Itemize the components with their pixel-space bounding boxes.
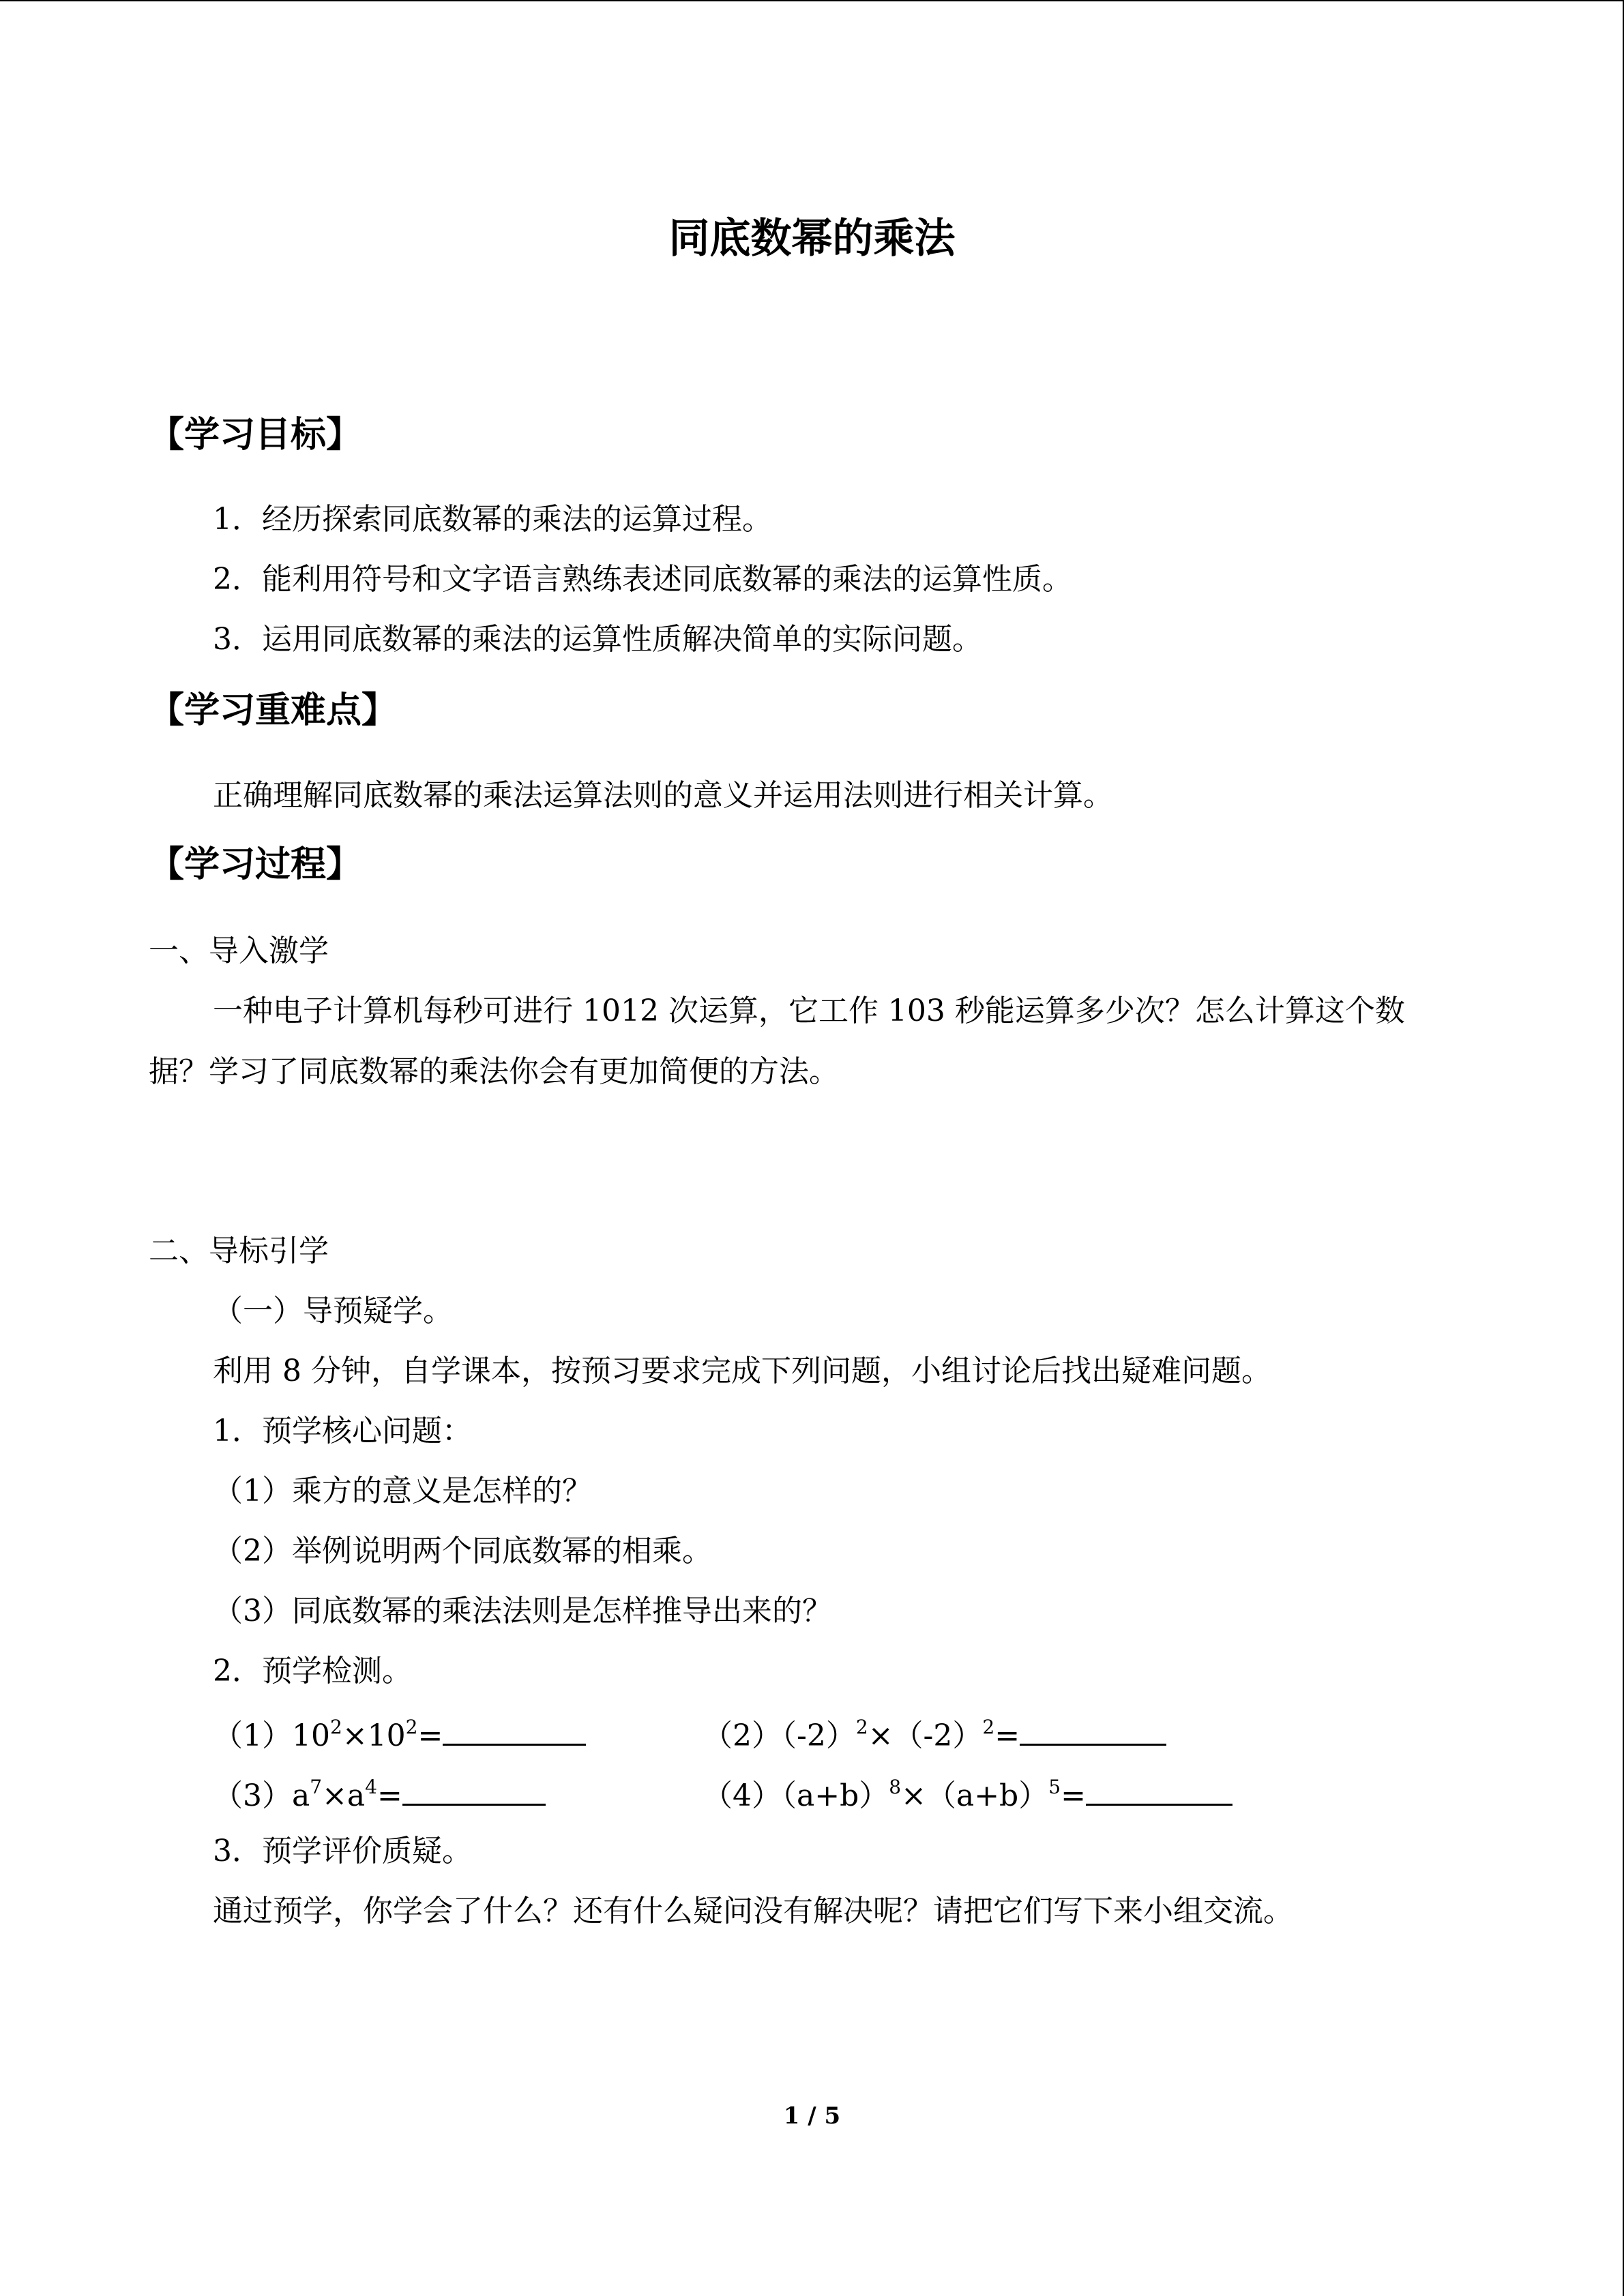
q3-text: 通过预学，你学会了什么？还有什么疑问没有解决呢？请把它们写下来小组交流。	[213, 1894, 1293, 1928]
q3-title: 3．预学评价质疑。	[213, 1834, 472, 1868]
exercise-2: $(2)(-2)^2\times(-2)^2=$	[703, 1716, 1166, 1751]
q1-item: （1）乘方的意义是怎样的？	[213, 1474, 592, 1508]
answer-blank[interactable]	[402, 1776, 546, 1806]
part1-heading: 一、导入激学	[149, 934, 329, 968]
page-number: 1 / 5	[783, 2102, 841, 2130]
q1-title: 1．预学核心问题：	[213, 1414, 472, 1448]
q2-title: 2．预学检测。	[213, 1654, 412, 1688]
part2-heading: 二、导标引学	[149, 1234, 329, 1268]
keypoints-heading: 【学习重难点】	[149, 690, 398, 731]
objective-item: 2．能利用符号和文字语言熟练表述同底数幂的乘法的运算性质。	[213, 562, 1072, 597]
document-title: 同底数幂的乘法	[668, 215, 956, 263]
part2-subheading: （一）导预疑学。	[213, 1294, 453, 1328]
q1-item: （3）同底数幂的乘法法则是怎样推导出来的？	[213, 1594, 832, 1628]
keypoints-text: 正确理解同底数幂的乘法运算法则的意义并运用法则进行相关计算。	[213, 778, 1113, 813]
answer-blank[interactable]	[1086, 1776, 1232, 1806]
exercise-1: $(1)10^2\times 10^2=$	[213, 1716, 586, 1751]
answer-blank[interactable]	[1020, 1716, 1166, 1746]
answer-blank[interactable]	[443, 1716, 586, 1746]
objective-item: 1．经历探索同底数幂的乘法的运算过程。	[213, 502, 772, 537]
exercise-4: $(4)(a+b)^8\times(a+b)^5=$	[703, 1776, 1232, 1811]
objectives-heading: 【学习目标】	[149, 415, 362, 456]
process-heading: 【学习过程】	[149, 844, 362, 885]
part1-paragraph-line: 一种电子计算机每秒可进行 1012 次运算，它工作 103 秒能运算多少次？怎么计算这个数	[213, 994, 1405, 1028]
objective-item: 3．运用同底数幂的乘法的运算性质解决简单的实际问题。	[213, 622, 982, 657]
q1-item: （2）举例说明两个同底数幂的相乘。	[213, 1534, 712, 1568]
part1-paragraph-line: 据？学习了同底数幂的乘法你会有更加简便的方法。	[149, 1054, 839, 1089]
part2-intro: 利用 8 分钟，自学课本，按预习要求完成下列问题，小组讨论后找出疑难问题。	[213, 1354, 1271, 1388]
exercise-3: $(3)a^7\times a^4=$	[213, 1776, 546, 1811]
